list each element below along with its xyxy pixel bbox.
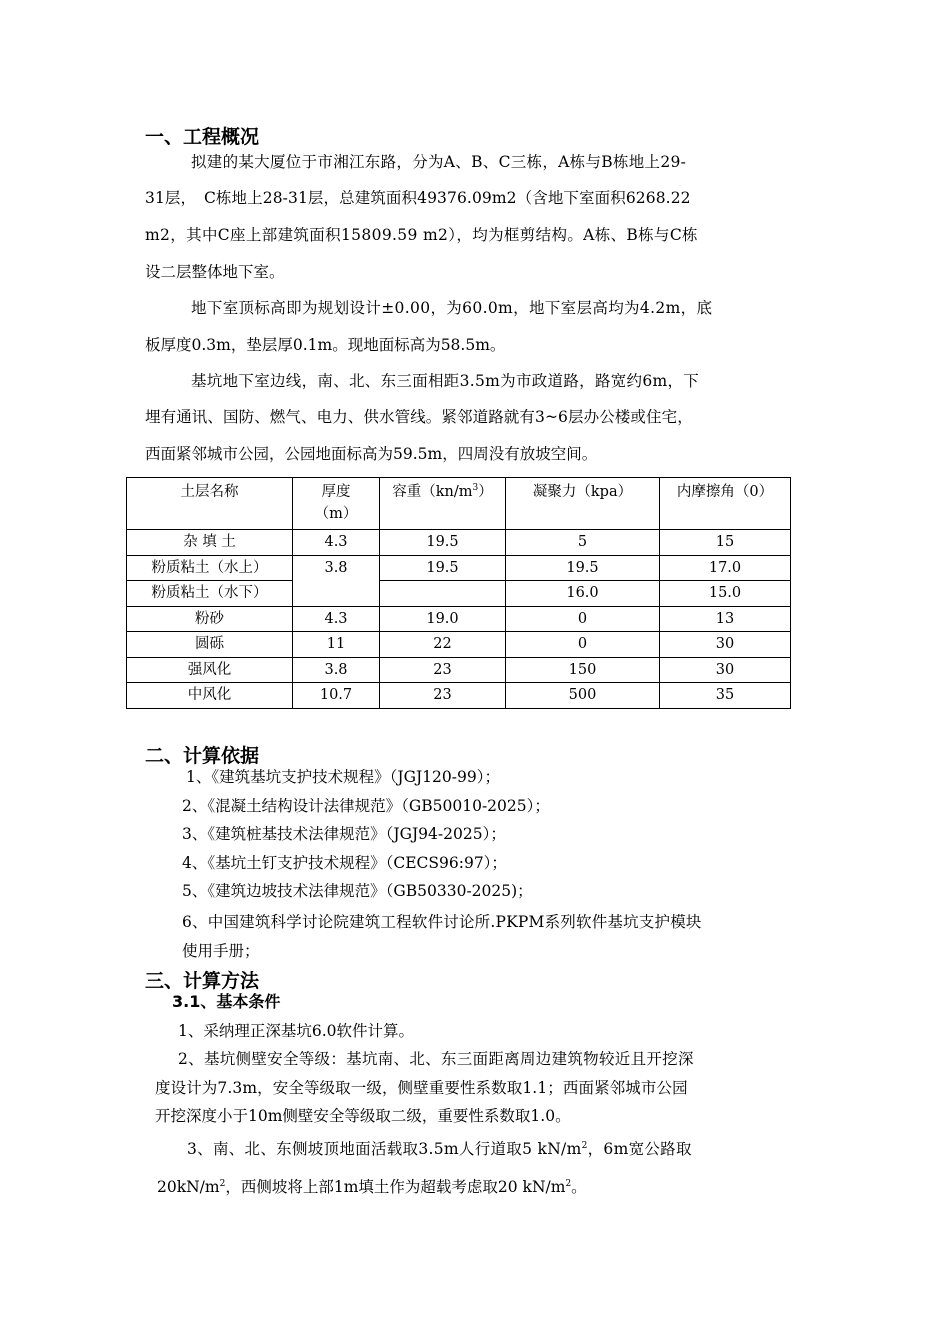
condition-3-line2-a: 20kN/m: [157, 1178, 220, 1196]
table-row: [127, 606, 791, 632]
para2-line1: 地下室顶标高即为规划设计±0.00，为60.0m，地下室层高均为4.2m，底: [191, 299, 713, 317]
cell-name: 圆砾: [127, 632, 293, 658]
condition-2-line2: 度设计为7.3m，安全等级取一级，侧壁重要性系数取1.1；西面紧邻城市公园: [155, 1079, 688, 1097]
condition-2-line3: 开挖深度小于10m侧壁安全等级取二级，重要性系数取1.0。: [155, 1107, 571, 1125]
condition-3-line2-b: ，西侧坡将上部1m填土作为超载考虑取20 kN/m: [225, 1178, 566, 1196]
reference-item-6-line2: 使用手册；: [182, 942, 260, 960]
reference-item-4: 4、《基坑土钉支护技术规程》（CECS96:97）；: [182, 854, 507, 872]
table-header-row: [127, 478, 791, 530]
cell-friction: 15.0: [660, 581, 791, 607]
para3-line2: 埋有通讯、国防、燃气、电力、供水管线。紧邻道路就有3~6层办公楼或住宅，: [145, 408, 693, 426]
header-friction-angle: 内摩擦角（0）: [660, 478, 791, 530]
cell-cohesion: 150: [506, 657, 660, 683]
cell-thickness: 4.3: [293, 606, 380, 632]
cell-weight: 23: [380, 683, 506, 709]
section-1-title: 一、工程概况: [145, 126, 260, 148]
header-cohesion: 凝聚力（kpa）: [506, 478, 660, 530]
cell-name: 强风化: [127, 657, 293, 683]
section-2-title: 二、计算依据: [145, 745, 260, 767]
condition-3-line2-c: 。: [571, 1178, 587, 1196]
header-thickness-l2: （m）: [314, 506, 358, 522]
cell-weight: 19.5: [380, 530, 506, 556]
para1-line2: 31层， C栋地上28-31层，总建筑面积49376.09m2（含地下室面积6268.22: [145, 189, 691, 207]
condition-3-line1-b: ，6m宽公路取: [587, 1140, 692, 1158]
header-thickness: [293, 478, 380, 530]
header-unit-weight-sup: 3: [472, 483, 479, 494]
cell-weight: 23: [380, 657, 506, 683]
condition-3-line1: [187, 1138, 692, 1160]
cell-thickness: 3.8: [293, 555, 380, 606]
reference-item-5: 5、《建筑边坡技术法律规范》（GB50330-2025)；: [182, 882, 533, 900]
table-row: [127, 555, 791, 581]
cell-friction: 35: [660, 683, 791, 709]
table-row: [127, 581, 791, 607]
cell-cohesion: 0: [506, 606, 660, 632]
soil-parameters-table: [126, 477, 791, 709]
cell-friction: 30: [660, 657, 791, 683]
header-thickness-l1: 厚度: [321, 484, 351, 500]
cell-weight: 19.5: [380, 555, 506, 581]
condition-2-line1: 2、基坑侧壁安全等级：基坑南、北、东三面距离周边建筑物较近且开挖深: [178, 1050, 694, 1068]
cell-cohesion: 5: [506, 530, 660, 556]
reference-item-6-line1: 6、中国建筑科学讨论院建筑工程软件讨论所.PKPM系列软件基坑支护模块: [182, 913, 702, 931]
para1-line4: 设二层整体地下室。: [145, 263, 285, 281]
condition-3-line2-sup2: 2: [565, 1178, 572, 1189]
cell-cohesion: 0: [506, 632, 660, 658]
table-row: [127, 683, 791, 709]
condition-3-line1-sup: 2: [581, 1140, 588, 1151]
section-3-title: 三、计算方法: [145, 970, 260, 992]
header-unit-weight-prefix: 容重（kn/m: [392, 484, 473, 500]
condition-3-line2: [157, 1176, 587, 1198]
cell-cohesion: 19.5: [506, 555, 660, 581]
cell-name: 粉质粘土（水下）: [127, 581, 293, 607]
cell-friction: 30: [660, 632, 791, 658]
cell-friction: 13: [660, 606, 791, 632]
condition-1: 1、采纳理正深基坑6.0软件计算。: [178, 1022, 415, 1040]
table-row: [127, 632, 791, 658]
cell-friction: 15: [660, 530, 791, 556]
cell-thickness: 11: [293, 632, 380, 658]
reference-item-1: 1、《建筑基坑支护技术规程》（JGJ120-99）；: [186, 768, 500, 786]
cell-cohesion: 500: [506, 683, 660, 709]
para2-line2: 板厚度0.3m，垫层厚0.1m。现地面标高为58.5m。: [145, 336, 506, 354]
cell-name: 中风化: [127, 683, 293, 709]
table-row: [127, 530, 791, 556]
cell-name: 粉质粘土（水上）: [127, 555, 293, 581]
cell-weight: 19.0: [380, 606, 506, 632]
header-unit-weight-suffix: ）: [478, 484, 493, 500]
cell-weight: 22: [380, 632, 506, 658]
cell-name: 粉砂: [127, 606, 293, 632]
cell-thickness: 4.3: [293, 530, 380, 556]
cell-thickness: 10.7: [293, 683, 380, 709]
cell-friction: 17.0: [660, 555, 791, 581]
reference-item-2: 2、《混凝土结构设计法律规范》（GB50010-2025）；: [182, 797, 550, 815]
reference-item-3: 3、《建筑桩基技术法律规范》（JGJ94-2025）；: [182, 825, 506, 843]
condition-3-line2-sup: 2: [219, 1178, 226, 1189]
cell-name: 杂 填 土: [127, 530, 293, 556]
para1-line1: 拟建的某大厦位于市湘江东路，分为A、B、C三栋，A栋与B栋地上29-: [191, 153, 687, 171]
para3-line3: 西面紧邻城市公园，公园地面标高为59.5m，四周没有放坡空间。: [145, 445, 598, 463]
condition-3-line1-a: 3、南、北、东侧坡顶地面活载取3.5m人行道取5 kN/m: [187, 1140, 582, 1158]
cell-thickness: 3.8: [293, 657, 380, 683]
subsection-3-1-title: 3.1、基本条件: [172, 992, 281, 1011]
table-row: [127, 657, 791, 683]
para3-line1: 基坑地下室边线，南、北、东三面相距3.5m为市政道路，路宽约6m，下: [191, 372, 700, 390]
para1-line3: m2，其中C座上部建筑面积15809.59 m2），均为框剪结构。A栋、B栋与C栋: [145, 226, 698, 244]
header-soil-name: 土层名称: [127, 478, 293, 530]
cell-weight: [380, 581, 506, 607]
header-unit-weight: [380, 478, 506, 530]
cell-cohesion: 16.0: [506, 581, 660, 607]
